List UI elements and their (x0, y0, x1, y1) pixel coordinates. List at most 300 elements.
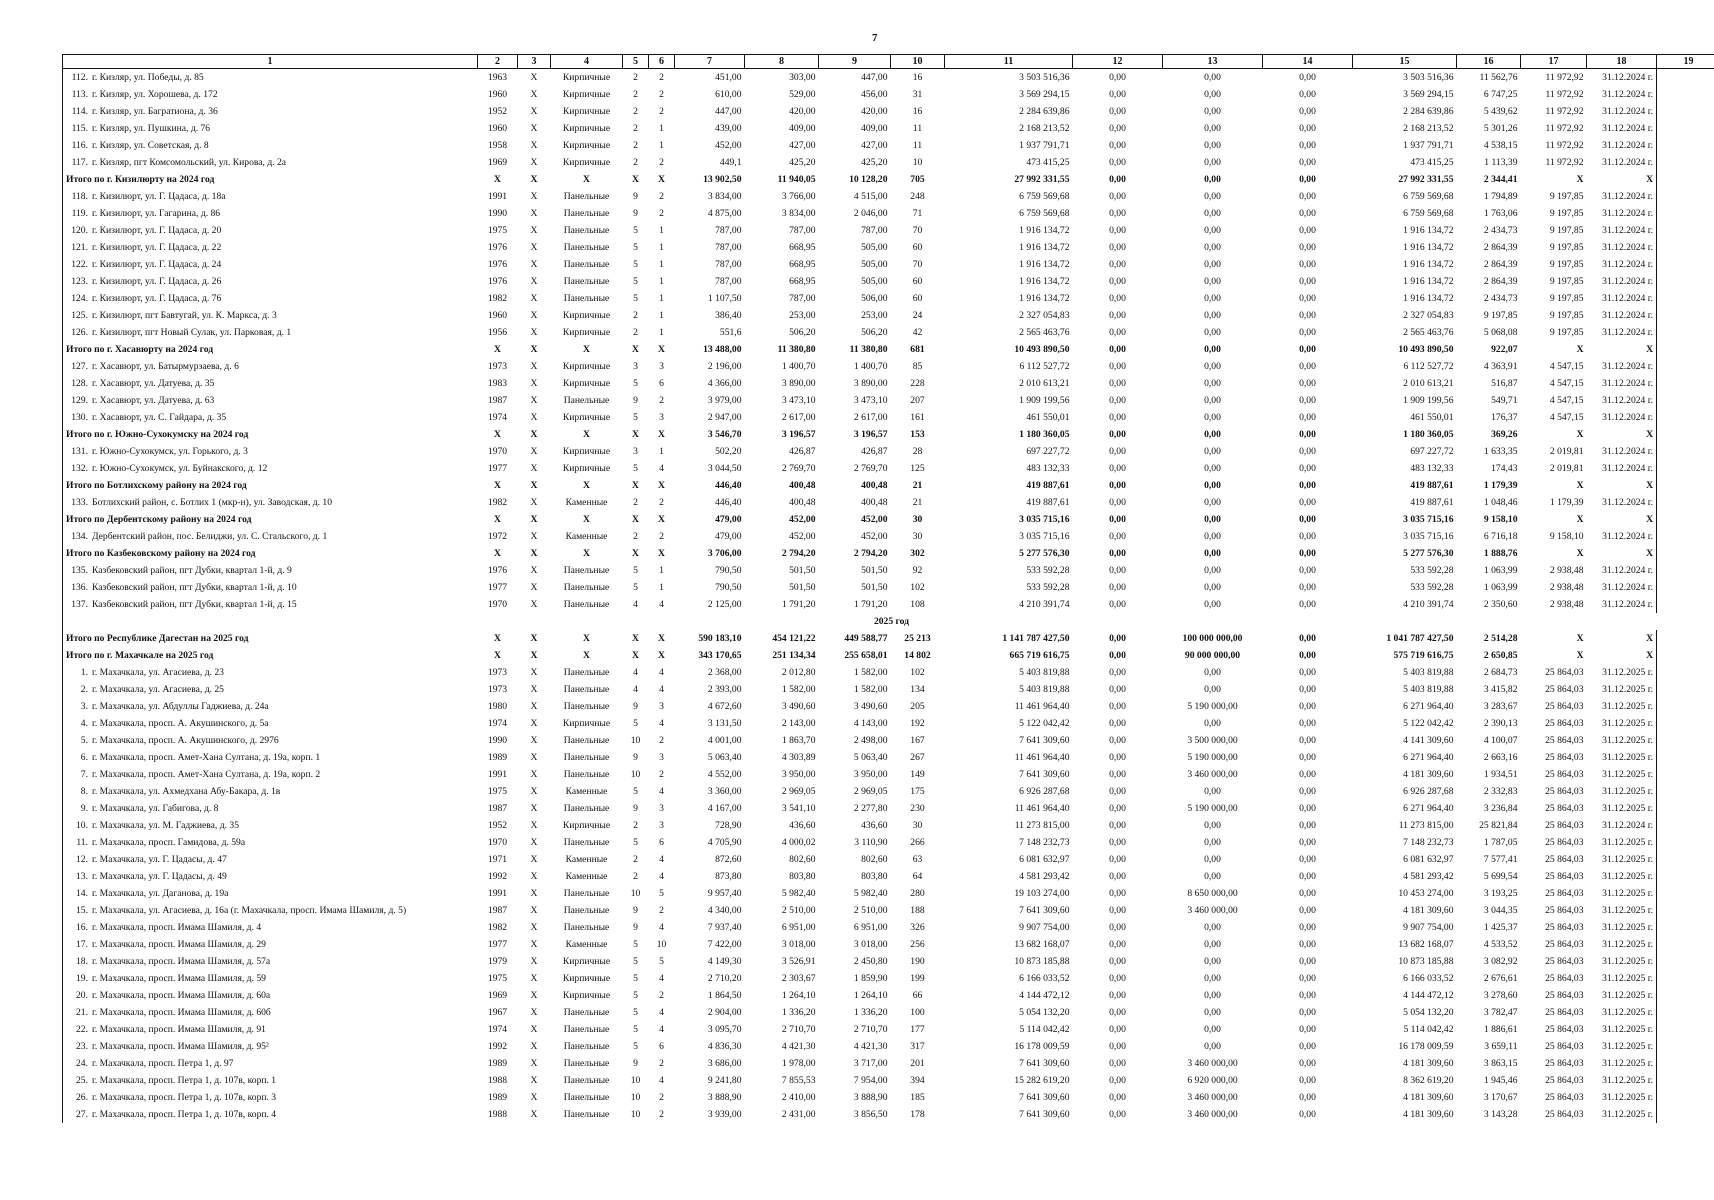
cell-c14: 0,00 (1204, 310, 1221, 321)
address-text: г. Махачкала, ул. Агасиева, д. 23 (92, 667, 224, 678)
cell-c18: 25 864,03 (1545, 786, 1584, 797)
address-text: г. Махачкала, просп. А. Акушинского, д. 2976 (92, 735, 279, 746)
cell-c8: 4 836,30 (707, 1041, 742, 1052)
cell-c13: 0,00 (1109, 1092, 1126, 1103)
address-cell (63, 86, 478, 103)
cell-c4: Х (530, 395, 538, 406)
cell-c3: 1991 (487, 888, 508, 899)
cell-c10: 5 063,40 (853, 752, 888, 763)
cell-c10: 2 498,00 (853, 735, 888, 746)
cell-c16: 13 682 168,07 (1398, 939, 1454, 950)
cell-c19: 31.12.2025 г. (1587, 1021, 1657, 1038)
subtotal-label: Итого по Казбековскому району на 2024 год (66, 548, 256, 559)
cell-c11: 256 (910, 939, 925, 950)
cell-c3: 1980 (487, 701, 508, 712)
column-header-6: 6 (649, 55, 675, 69)
cell-c10: 505,00 (861, 259, 888, 270)
cell-c17: 3 415,82 (1483, 684, 1518, 695)
cell-c9: 787,00 (789, 293, 816, 304)
cell-c10: 420,00 (861, 106, 888, 117)
cell-c14: 0,00 (1204, 973, 1221, 984)
row-number: 12. (76, 854, 88, 865)
cell-c13: 0,00 (1109, 1109, 1126, 1120)
cell-c11: 267 (910, 752, 925, 763)
cell-c8: 873,80 (715, 871, 742, 882)
cell-c17: 1 945,46 (1483, 1075, 1518, 1086)
row-number: 2. (80, 684, 88, 695)
cell-c4: Х (530, 1092, 538, 1103)
cell-c3: 1982 (487, 497, 508, 508)
cell-c11: 201 (910, 1058, 925, 1069)
address-cell (63, 69, 478, 87)
cell-c15: 0,00 (1299, 259, 1316, 270)
cell-c13: 0,00 (1109, 361, 1126, 372)
cell-c10: 10 128,20 (849, 174, 888, 185)
table-row (63, 154, 1714, 171)
cell-c5: Панельные (563, 667, 610, 678)
cell-c13: 0,00 (1109, 735, 1126, 746)
cell-c5: Каменные (565, 854, 608, 865)
cell-c13: 0,00 (1109, 990, 1126, 1001)
cell-c15: 0,00 (1299, 905, 1316, 916)
table-row (63, 987, 1714, 1004)
cell-c19: 31.12.2024 г. (1587, 596, 1657, 613)
cell-c13: 0,00 (1109, 973, 1126, 984)
row-number: 128. (71, 378, 88, 389)
subtotal-label: Итого по Ботлихскому району на 2024 год (66, 480, 247, 491)
cell-c16: 1 916 134,72 (1403, 225, 1454, 236)
cell-c10: 436,60 (861, 820, 888, 831)
cell-c14: 0,00 (1204, 718, 1221, 729)
cell-c15: 0,00 (1299, 582, 1316, 593)
cell-c4: Х (530, 191, 538, 202)
cell-c17: 1 063,99 (1483, 582, 1518, 593)
address-cell (63, 902, 478, 919)
cell-c8: 3 095,70 (707, 1024, 742, 1035)
address-text: г. Кизляр, ул. Победы, д. 85 (92, 72, 204, 83)
cell-c18: Х (1576, 480, 1584, 491)
cell-c19: 31.12.2025 г. (1587, 936, 1657, 953)
cell-c19: 31.12.2024 г. (1587, 222, 1657, 239)
row-number: 13. (76, 871, 88, 882)
cell-c19: 31.12.2025 г. (1587, 851, 1657, 868)
page-number: 7 (872, 32, 878, 44)
cell-c3: 1987 (487, 395, 508, 406)
cell-c12: 1 916 134,72 (1019, 225, 1070, 236)
cell-c13: 0,00 (1109, 1041, 1126, 1052)
cell-c3: Х (494, 429, 501, 440)
cell-c18: 25 864,03 (1545, 1058, 1584, 1069)
cell-c5: Кирпичные (562, 89, 611, 100)
cell-c13: 0,00 (1109, 191, 1126, 202)
cell-c18: 11 972,92 (1545, 140, 1584, 151)
cell-c11: 205 (910, 701, 925, 712)
cell-c15: 0,00 (1299, 344, 1316, 355)
cell-c13: 0,00 (1109, 123, 1126, 134)
cell-c5: Панельные (563, 242, 610, 253)
cell-c12: 5 054 132,20 (1019, 1007, 1070, 1018)
cell-c10: 3 856,50 (853, 1109, 888, 1120)
cell-c5: Кирпичные (562, 140, 611, 151)
cell-c9: 668,95 (789, 276, 816, 287)
cell-c4: Х (530, 1041, 538, 1052)
row-number: 25. (76, 1075, 88, 1086)
cell-c4: Х (530, 565, 538, 576)
cell-c8: 3 706,00 (707, 548, 742, 559)
cell-c8: 787,00 (715, 276, 742, 287)
address-cell (63, 749, 478, 766)
address-text: г. Махачкала, просп. Петра 1, д. 107в, корп. 1 (92, 1075, 277, 1086)
cell-c8: 3 546,70 (707, 429, 742, 440)
table-row (63, 851, 1714, 868)
cell-c16: 6 271 964,40 (1403, 701, 1454, 712)
cell-c4: Х (530, 1024, 538, 1035)
cell-c15: 0,00 (1299, 888, 1316, 899)
cell-c12: 15 282 619,20 (1014, 1075, 1070, 1086)
cell-c3: 1967 (487, 1007, 508, 1018)
cell-c17: 2 434,73 (1483, 293, 1518, 304)
cell-c5: Панельные (563, 1109, 610, 1120)
cell-c3: 1977 (487, 582, 508, 593)
cell-c19: 31.12.2025 г. (1587, 902, 1657, 919)
cell-c13: 0,00 (1109, 888, 1126, 899)
cell-c19: 31.12.2024 г. (1587, 392, 1657, 409)
cell-c3: Х (494, 650, 501, 661)
cell-c7: 1 (659, 582, 664, 593)
cell-c15: 0,00 (1299, 72, 1316, 83)
cell-c16: 1 180 360,05 (1403, 429, 1454, 440)
cell-c18: Х (1576, 514, 1584, 525)
cell-c12: 7 148 232,73 (1019, 837, 1070, 848)
cell-c7: 5 (659, 888, 664, 899)
cell-c12: 11 461 964,40 (1014, 752, 1070, 763)
cell-c4: Х (530, 752, 538, 763)
cell-c9: 3 018,00 (781, 939, 816, 950)
cell-c16: 4 144 472,12 (1403, 990, 1454, 1001)
cell-c13: 0,00 (1109, 259, 1126, 270)
cell-c18: 25 864,03 (1545, 820, 1584, 831)
cell-c4: Х (530, 1109, 538, 1120)
table-row (63, 715, 1714, 732)
cell-c14: 8 650 000,00 (1187, 888, 1238, 899)
table-row (63, 256, 1714, 273)
cell-c8: 449,1 (719, 157, 742, 168)
cell-c11: 192 (910, 718, 925, 729)
address-cell (63, 970, 478, 987)
cell-c12: 1 937 791,71 (1019, 140, 1070, 151)
cell-c16: 4 141 309,60 (1403, 735, 1454, 746)
cell-c15: 0,00 (1299, 786, 1316, 797)
cell-c7: 1 (659, 327, 664, 338)
row-number: 113. (71, 89, 88, 100)
cell-c15: 0,00 (1299, 293, 1316, 304)
cell-c5: Кирпичные (562, 106, 611, 117)
subtotal-label: Итого по г. Махачкале на 2025 год (66, 650, 214, 661)
address-text: г. Махачкала, просп. Имама Шамиля, д. 60б (92, 1007, 271, 1018)
cell-c11: 11 (912, 123, 923, 134)
cell-c18: 2 019,81 (1549, 463, 1584, 474)
cell-c8: 4 001,00 (707, 735, 742, 746)
cell-c18: 25 864,03 (1545, 735, 1584, 746)
cell-c8: 2 196,00 (707, 361, 742, 372)
address-text: г. Махачкала, просп. Амет-Хана Султана, д. 19а, корп. 1 (92, 752, 321, 763)
cell-c13: 0,00 (1109, 548, 1126, 559)
cell-c9: 3 490,60 (781, 701, 816, 712)
cell-c9: 452,00 (789, 531, 816, 542)
cell-c10: 452,00 (861, 514, 888, 525)
cell-c3: 1977 (487, 463, 508, 474)
address-text: г. Кизилюрт, ул. Гагарина, д. 86 (92, 208, 221, 219)
cell-c17: 2 864,39 (1483, 276, 1518, 287)
cell-c16: 419 887,61 (1410, 480, 1454, 491)
table-row (63, 1038, 1714, 1055)
cell-c6: 2 (633, 820, 638, 831)
cell-c13: 0,00 (1109, 599, 1126, 610)
cell-c16: 5 114 042,42 (1403, 1024, 1454, 1035)
cell-c19: 31.12.2024 г. (1587, 324, 1657, 341)
cell-c10: 505,00 (861, 276, 888, 287)
address-text: г. Кизилюрт, ул. Г. Цадаса, д. 18а (92, 191, 226, 202)
cell-c8: 9 957,40 (707, 888, 742, 899)
cell-c4: Х (530, 548, 538, 559)
cell-c19: 31.12.2024 г. (1587, 290, 1657, 307)
cell-c3: 1976 (487, 276, 508, 287)
row-number: 131. (71, 446, 88, 457)
cell-c12: 7 641 309,60 (1019, 769, 1070, 780)
cell-c14: 0,00 (1204, 871, 1221, 882)
cell-c11: 30 (912, 820, 923, 831)
cell-c11: 266 (910, 837, 925, 848)
cell-c5: Панельные (563, 752, 610, 763)
cell-c8: 9 241,80 (707, 1075, 742, 1086)
address-cell (63, 987, 478, 1004)
cell-c4: Х (530, 497, 538, 508)
cell-c15: 0,00 (1299, 480, 1316, 491)
cell-c17: 1 787,05 (1483, 837, 1518, 848)
cell-c16: 4 181 309,60 (1403, 905, 1454, 916)
cell-c5: Кирпичные (562, 463, 611, 474)
address-cell (63, 341, 478, 358)
cell-c15: 0,00 (1299, 1075, 1316, 1086)
cell-c11: 42 (912, 327, 923, 338)
row-number: 126. (71, 327, 88, 338)
cell-c17: 516,87 (1491, 378, 1518, 389)
cell-c7: 3 (659, 803, 664, 814)
cell-c15: 0,00 (1299, 701, 1316, 712)
cell-c12: 1 916 134,72 (1019, 242, 1070, 253)
cell-c18: 25 864,03 (1545, 1109, 1584, 1120)
address-cell (63, 596, 478, 613)
cell-c4: Х (530, 650, 538, 661)
cell-c14: 0,00 (1204, 208, 1221, 219)
cell-c4: Х (530, 905, 538, 916)
cell-c13: 0,00 (1109, 157, 1126, 168)
cell-c13: 0,00 (1109, 463, 1126, 474)
cell-c12: 4 210 391,74 (1019, 599, 1070, 610)
cell-c13: 0,00 (1109, 497, 1126, 508)
cell-c6: 5 (633, 276, 638, 287)
cell-c5: Панельные (563, 565, 610, 576)
row-number: 22. (76, 1024, 88, 1035)
cell-c19: 31.12.2025 г. (1587, 868, 1657, 885)
cell-c14: 0,00 (1204, 293, 1221, 304)
cell-c18: Х (1576, 344, 1584, 355)
cell-c5: Кирпичные (562, 378, 611, 389)
cell-c3: 1977 (487, 939, 508, 950)
cell-c19: 31.12.2024 г. (1587, 443, 1657, 460)
cell-c7: 2 (659, 531, 664, 542)
cell-c16: 3 035 715,16 (1403, 514, 1454, 525)
address-cell (63, 392, 478, 409)
cell-c10: 1 582,00 (853, 684, 888, 695)
cell-c13: 0,00 (1109, 446, 1126, 457)
address-text: г. Кизляр, ул. Хорошева, д. 172 (92, 89, 218, 100)
cell-c15: 0,00 (1299, 769, 1316, 780)
table-row (63, 817, 1714, 834)
cell-c13: 0,00 (1109, 293, 1126, 304)
cell-c5: Панельные (563, 259, 610, 270)
cell-c5: Панельные (563, 293, 610, 304)
cell-c8: 3 044,50 (707, 463, 742, 474)
cell-c17: 3 193,25 (1483, 888, 1518, 899)
cell-c17: 3 143,28 (1483, 1109, 1518, 1120)
cell-c12: 1 180 360,05 (1019, 429, 1070, 440)
cell-c17: 5 068,08 (1483, 327, 1518, 338)
cell-c17: 176,37 (1491, 412, 1518, 423)
cell-c15: 0,00 (1299, 123, 1316, 134)
table-row (63, 664, 1714, 681)
cell-c3: 1975 (487, 973, 508, 984)
cell-c13: 0,00 (1109, 412, 1126, 423)
cell-c7: 2 (659, 990, 664, 1001)
cell-c7: 2 (659, 497, 664, 508)
cell-c15: 0,00 (1299, 1058, 1316, 1069)
cell-c16: 3 569 294,15 (1403, 89, 1454, 100)
cell-c4: Х (530, 922, 538, 933)
cell-c12: 9 907 754,00 (1019, 922, 1070, 933)
cell-c17: 3 044,35 (1483, 905, 1518, 916)
cell-c12: 1 141 787 427,50 (1002, 633, 1070, 644)
cell-c7: 1 (659, 123, 664, 134)
cell-c5: Панельные (563, 395, 610, 406)
row-number: 112. (71, 72, 88, 83)
cell-c10: 425,20 (861, 157, 888, 168)
cell-c5: Кирпичные (562, 310, 611, 321)
cell-c5: Панельные (563, 582, 610, 593)
cell-c7: 2 (659, 905, 664, 916)
cell-c7: 10 (656, 939, 667, 950)
cell-c6: 2 (633, 497, 638, 508)
cell-c6: 2 (633, 871, 638, 882)
cell-c19: 31.12.2025 г. (1587, 1038, 1657, 1055)
address-cell (63, 137, 478, 154)
cell-c6: Х (632, 344, 639, 355)
cell-c12: 5 277 576,30 (1019, 548, 1070, 559)
cell-c12: 13 682 168,07 (1014, 939, 1070, 950)
cell-c10: 3 888,90 (853, 1092, 888, 1103)
cell-c9: 2 510,00 (781, 905, 816, 916)
cell-c5: Панельные (563, 1092, 610, 1103)
cell-c16: 4 210 391,74 (1403, 599, 1454, 610)
cell-c5: Панельные (563, 1041, 610, 1052)
table-row (63, 1106, 1714, 1123)
table-row (63, 698, 1714, 715)
cell-c13: 0,00 (1109, 208, 1126, 219)
cell-c9: 11 940,05 (777, 174, 816, 185)
table-row (63, 919, 1714, 936)
cell-c14: 3 460 000,00 (1187, 1092, 1238, 1103)
cell-c8: 4 366,00 (707, 378, 742, 389)
cell-c19: 31.12.2025 г. (1587, 1106, 1657, 1123)
cell-c7: 2 (659, 106, 664, 117)
cell-c12: 10 493 890,50 (1014, 344, 1070, 355)
cell-c17: 1 934,51 (1483, 769, 1518, 780)
row-number: 5. (80, 735, 88, 746)
cell-c9: 2 431,00 (781, 1109, 816, 1120)
cell-c3: Х (494, 174, 501, 185)
cell-c7: 4 (659, 718, 664, 729)
cell-c18: 11 972,92 (1545, 72, 1584, 83)
cell-c9: 668,95 (789, 242, 816, 253)
cell-c3: 1989 (487, 1058, 508, 1069)
cell-c10: 400,48 (861, 480, 888, 491)
cell-c12: 7 641 309,60 (1019, 1058, 1070, 1069)
cell-c6: 9 (633, 395, 638, 406)
cell-c10: 2 277,80 (853, 803, 888, 814)
cell-c19: 31.12.2025 г. (1587, 800, 1657, 817)
cell-c19: 31.12.2025 г. (1587, 987, 1657, 1004)
cell-c7: 4 (659, 1007, 664, 1018)
cell-c9: 426,87 (789, 446, 816, 457)
cell-c17: 2 350,60 (1483, 599, 1518, 610)
cell-c19: 31.12.2024 г. (1587, 494, 1657, 511)
cell-c12: 4 581 293,42 (1019, 871, 1070, 882)
row-number: 123. (71, 276, 88, 287)
cell-c15: 0,00 (1299, 276, 1316, 287)
cell-c10: 802,60 (861, 854, 888, 865)
cell-c18: 25 864,03 (1545, 684, 1584, 695)
cell-c4: Х (530, 633, 538, 644)
year-section-row (63, 613, 1714, 630)
cell-c8: 502,20 (715, 446, 742, 457)
cell-c19: Х (1587, 647, 1657, 664)
cell-c4: Х (530, 361, 538, 372)
address-text: Казбековский район, пгт Дубки, квартал 1-й, д. 10 (92, 582, 297, 593)
cell-c16: 2 284 639,86 (1403, 106, 1454, 117)
address-cell (63, 647, 478, 664)
address-cell (63, 868, 478, 885)
cell-c5: Панельные (563, 276, 610, 287)
cell-c4: Х (530, 378, 538, 389)
cell-c16: 10 873 185,88 (1398, 956, 1454, 967)
table-row (63, 766, 1714, 783)
cell-c17: 4 533,52 (1483, 939, 1518, 950)
address-cell (63, 834, 478, 851)
cell-c4: Х (530, 599, 538, 610)
cell-c14: 0,00 (1204, 276, 1221, 287)
cell-c4: Х (530, 854, 538, 865)
row-number: 125. (71, 310, 88, 321)
cell-c17: 2 332,83 (1483, 786, 1518, 797)
table-row (63, 324, 1714, 341)
cell-c5: Каменные (565, 871, 608, 882)
cell-c19: Х (1587, 630, 1657, 647)
cell-c9: 420,00 (789, 106, 816, 117)
address-cell (63, 188, 478, 205)
table-row (63, 86, 1714, 103)
cell-c6: 4 (633, 599, 638, 610)
cell-c17: 1 888,76 (1483, 548, 1518, 559)
